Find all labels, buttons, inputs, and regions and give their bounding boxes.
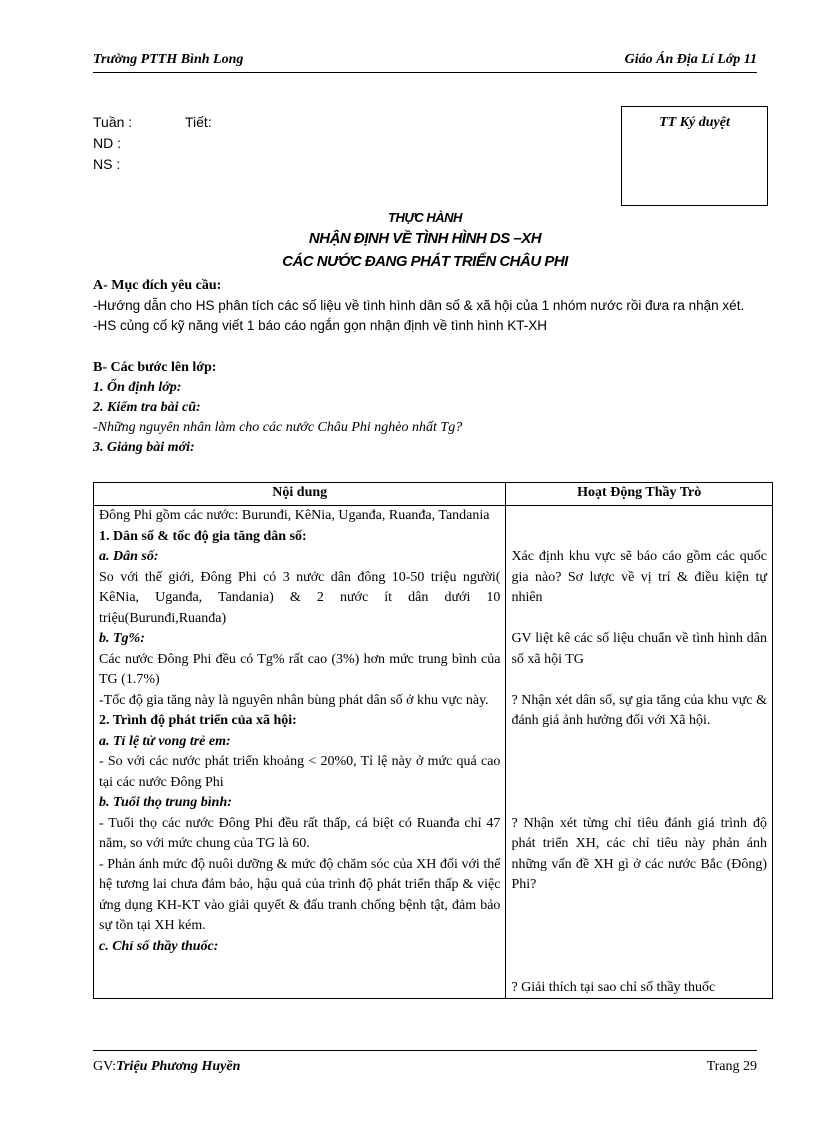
activity-cell xyxy=(506,506,773,999)
section-b-heading: B- Các bước lên lớp: xyxy=(93,360,217,375)
period-label: Tiết: xyxy=(185,114,212,130)
page-header xyxy=(93,50,757,73)
heading-2c: c. Chỉ số thầy thuốc: xyxy=(99,938,219,954)
heading-1b: b. Tg%: xyxy=(99,631,145,646)
step-2: 2. Kiểm tra bài cũ: xyxy=(93,400,201,415)
teacher-credit xyxy=(93,1059,240,1075)
activity-2: GV liệt kê các số liệu chuẩn về tình hình dân số xã hội TG xyxy=(511,631,767,667)
nd-label: ND : xyxy=(93,135,121,151)
text-2b-1: - Tuổi thọ các nước Đông Phi đều rất thấp, cá biệt có Ruanđa chỉ 47 năm, so với mức chung của TG là 60. xyxy=(99,815,501,851)
table-header-row xyxy=(94,483,773,506)
step-3: 3. Giảng bài mới: xyxy=(93,440,195,455)
activity-1: Xác định khu vực sẽ báo cáo gồm các quốc gia nào? Sơ lược về vị trí & điều kiện tự nhiên xyxy=(511,549,767,605)
heading-1: 1. Dân số & tốc độ gia tăng dân số: xyxy=(99,528,307,544)
text-1a: So với thế giới, Đông Phi có 3 nước dân đông 10-50 triệu người( KêNia, Uganđa, Tandania) & 2 nước ít dân dưới 10 triệu(Burunđi,Ruanđa) xyxy=(99,569,501,626)
gv-label: GV: xyxy=(93,1059,117,1074)
page-number: Trang 29 xyxy=(706,1059,757,1074)
step-1: 1. Ổn định lớp: xyxy=(93,380,182,395)
week-label: Tuần : xyxy=(93,114,133,130)
text-2b-2: - Phản ánh mức độ nuôi dưỡng & mức độ chăm sóc của XH đối với thế hệ tương lai chưa đảm bảo, hậu quả của trình độ phát triển thấp & việc ứng dụng KH-KT vào giải quyết & đấu tranh chống bệnh tật, đảm bảo sự tồn tại XH kém. xyxy=(99,856,501,933)
section-a-heading: A- Mục đích yêu cầu: xyxy=(93,278,222,293)
ns-label: NS : xyxy=(93,156,121,172)
col-content-header: Nội dung xyxy=(94,483,506,506)
title-line-1: THỰC HÀNH xyxy=(388,210,462,225)
activity-3: ? Nhận xét dân số, sự gia tăng của khu vực & đánh giá ảnh hưởng đối với Xã hội. xyxy=(511,692,767,728)
heading-2b: b. Tuổi thọ trung bình: xyxy=(99,795,232,810)
page-footer xyxy=(93,1050,757,1074)
heading-2a: a. Tỉ lệ tử vong trẻ em: xyxy=(99,733,231,749)
course-name: Giáo Án Địa Lí Lớp 11 xyxy=(624,52,757,67)
title-line-3: CÁC NƯỚC ĐANG PHÁT TRIỂN CHÂU PHI xyxy=(282,253,568,270)
text-1b-1: Các nước Đông Phi đều có Tg% rất cao (3%) hơn mức trung bình của TG (1.7%) xyxy=(99,651,501,687)
review-question: -Những nguyên nhân làm cho các nước Châu Phi nghèo nhất Tg? xyxy=(93,420,463,435)
col-activity-header: Hoạt Động Thầy Trò xyxy=(506,483,773,506)
section-a xyxy=(93,276,763,336)
heading-1a: a. Dân số: xyxy=(99,549,159,564)
intro-text: Đông Phi gồm các nước: Burunđi, KêNia, Uganđa, Ruanđa, Tandania xyxy=(99,508,490,523)
activity-4: ? Nhận xét từng chỉ tiêu đánh giá trình độ phát triển XH, các chỉ tiêu này phản ánh những vấn đề XH gì ở các nước Bắc (Đông) Phi? xyxy=(511,815,767,892)
school-name: Trường PTTH Bình Long xyxy=(93,52,244,67)
text-2a: - So với các nước phát triển khoảng < 20%0, Tỉ lệ này ở mức quá cao tại các nước Đông Phi xyxy=(99,754,501,790)
section-b xyxy=(93,358,763,458)
section-a-item-2: -HS củng cố kỹ năng viết 1 báo cáo ngắn gọn nhận định về tình hình KT-XH xyxy=(93,318,548,333)
lesson-table xyxy=(93,482,773,999)
approval-label: TT Ký duyệt xyxy=(659,115,730,130)
activity-5: ? Giải thích tại sao chỉ số thầy thuốc xyxy=(511,979,716,995)
approval-box xyxy=(621,106,768,206)
heading-2: 2. Trình độ phát triển của xã hội: xyxy=(99,713,297,728)
teacher-name: Triệu Phương Huyền xyxy=(116,1059,241,1074)
table-row xyxy=(94,506,773,999)
text-1b-2: -Tốc độ gia tăng này là nguyên nhân bùng phát dân số ở khu vực này. xyxy=(99,692,489,708)
content-cell xyxy=(94,506,506,999)
title-line-2: NHẬN ĐỊNH VỀ TÌNH HÌNH DS –XH xyxy=(308,230,542,247)
section-a-item-1: -Hướng dẫn cho HS phân tích các số liệu về tình hình dân số & xã hội của 1 nhóm nước rồi đưa ra nhận xét. xyxy=(93,298,745,313)
